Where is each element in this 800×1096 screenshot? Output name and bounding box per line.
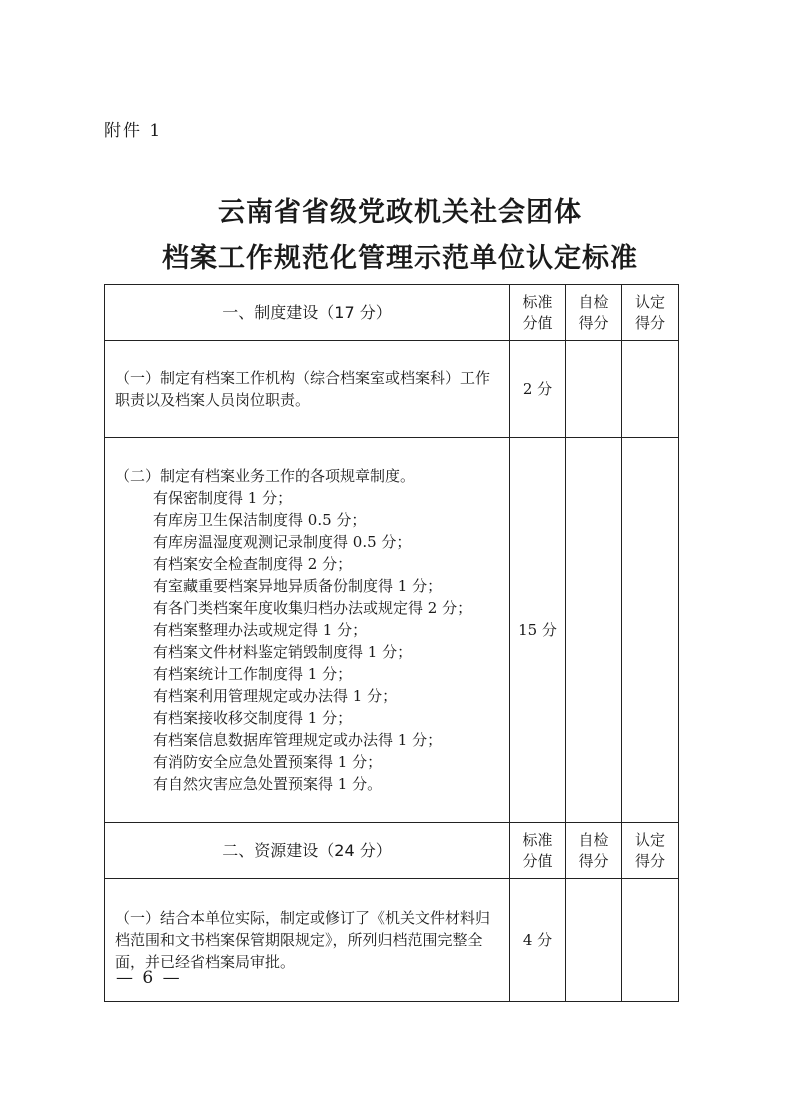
- sub-criterion: 有保密制度得 1 分；: [153, 489, 293, 507]
- section-title: 二、资源建设（24 分）: [105, 823, 510, 879]
- document-title-line2: 档案工作规范化管理示范单位认定标准: [162, 243, 638, 274]
- sub-criterion: 有消防安全应急处置预案得 1 分；: [153, 753, 383, 771]
- sub-criterion: 有档案接收移交制度得 1 分；: [153, 709, 353, 727]
- self-check-score-cell: [566, 341, 622, 438]
- standard-score-value: 2 分: [510, 341, 566, 438]
- sub-criterion: 有档案安全检查制度得 2 分；: [153, 555, 353, 573]
- table-row: [105, 879, 679, 1002]
- self-check-score-cell: [566, 438, 622, 823]
- certified-score-cell: [622, 341, 679, 438]
- criterion-text: （二）制定有档案业务工作的各项规章制度。 有保密制度得 1 分； 有库房卫生保洁制度得 0.5 分； 有库房温湿度观测记录制度得 0.5 分； 有档案安全检查制度得 2 分； 有室藏重要档案异地异质备份制度得 1 分； 有各门类档案年度收集归档办法或规定得 2 分； 有档案整理办法或规定得 1 分； 有档案文件材料鉴定销毁制度得 1 分； 有档案统计工作制度得 1 分； 有档案利用管理规定或办法得 1 分； 有档案接收移交制度得 1 分； 有档案信息数据库管理规定或办法得 1 分； 有消防安全应急处置预案得 1 分； 有自然灾害应急处置预案得 1 分。: [105, 438, 510, 823]
- header-self-check-score: 自检 得分: [566, 823, 622, 879]
- certified-score-cell: [622, 879, 679, 1002]
- sub-criterion: 有室藏重要档案异地异质备份制度得 1 分；: [153, 577, 443, 595]
- self-check-score-cell: [566, 879, 622, 1002]
- criterion-text: （一）结合本单位实际，制定或修订了《机关文件材料归档范围和文书档案保管期限规定》，所列归档范围完整全面，并已经省档案局审批。: [105, 879, 510, 1002]
- section-header-row: [105, 285, 679, 341]
- criterion-text: （一）制定有档案工作机构（综合档案室或档案科）工作职责以及档案人员岗位职责。: [105, 341, 510, 438]
- attachment-label: 附件 1: [104, 121, 163, 141]
- table-row: [105, 438, 679, 823]
- standard-score-value: 15 分: [510, 438, 566, 823]
- sub-criterion: 有档案整理办法或规定得 1 分；: [153, 621, 368, 639]
- header-certified-score: 认定 得分: [622, 285, 679, 341]
- header-standard-score: 标准 分值: [510, 285, 566, 341]
- sub-criterion: 有档案利用管理规定或办法得 1 分；: [153, 687, 398, 705]
- sub-criterion: 有档案统计工作制度得 1 分；: [153, 665, 353, 683]
- table-row: [105, 341, 679, 438]
- document-title-line1: 云南省省级党政机关社会团体: [218, 197, 582, 228]
- sub-criterion: 有库房温湿度观测记录制度得 0.5 分；: [153, 533, 412, 551]
- certified-score-cell: [622, 438, 679, 823]
- sub-criterion: 有各门类档案年度收集归档办法或规定得 2 分；: [153, 599, 473, 617]
- header-standard-score: 标准 分值: [510, 823, 566, 879]
- page-number: — 6 —: [116, 968, 182, 988]
- sub-criterion: 有档案文件材料鉴定销毁制度得 1 分；: [153, 643, 413, 661]
- criteria-table: [104, 284, 679, 1002]
- header-certified-score: 认定 得分: [622, 823, 679, 879]
- sub-criterion: 有自然灾害应急处置预案得 1 分。: [153, 775, 383, 793]
- header-self-check-score: 自检 得分: [566, 285, 622, 341]
- section-header-row: [105, 823, 679, 879]
- section-title: 一、制度建设（17 分）: [105, 285, 510, 341]
- sub-criterion: 有档案信息数据库管理规定或办法得 1 分；: [153, 731, 443, 749]
- sub-criterion: 有库房卫生保洁制度得 0.5 分；: [153, 511, 367, 529]
- standard-score-value: 4 分: [510, 879, 566, 1002]
